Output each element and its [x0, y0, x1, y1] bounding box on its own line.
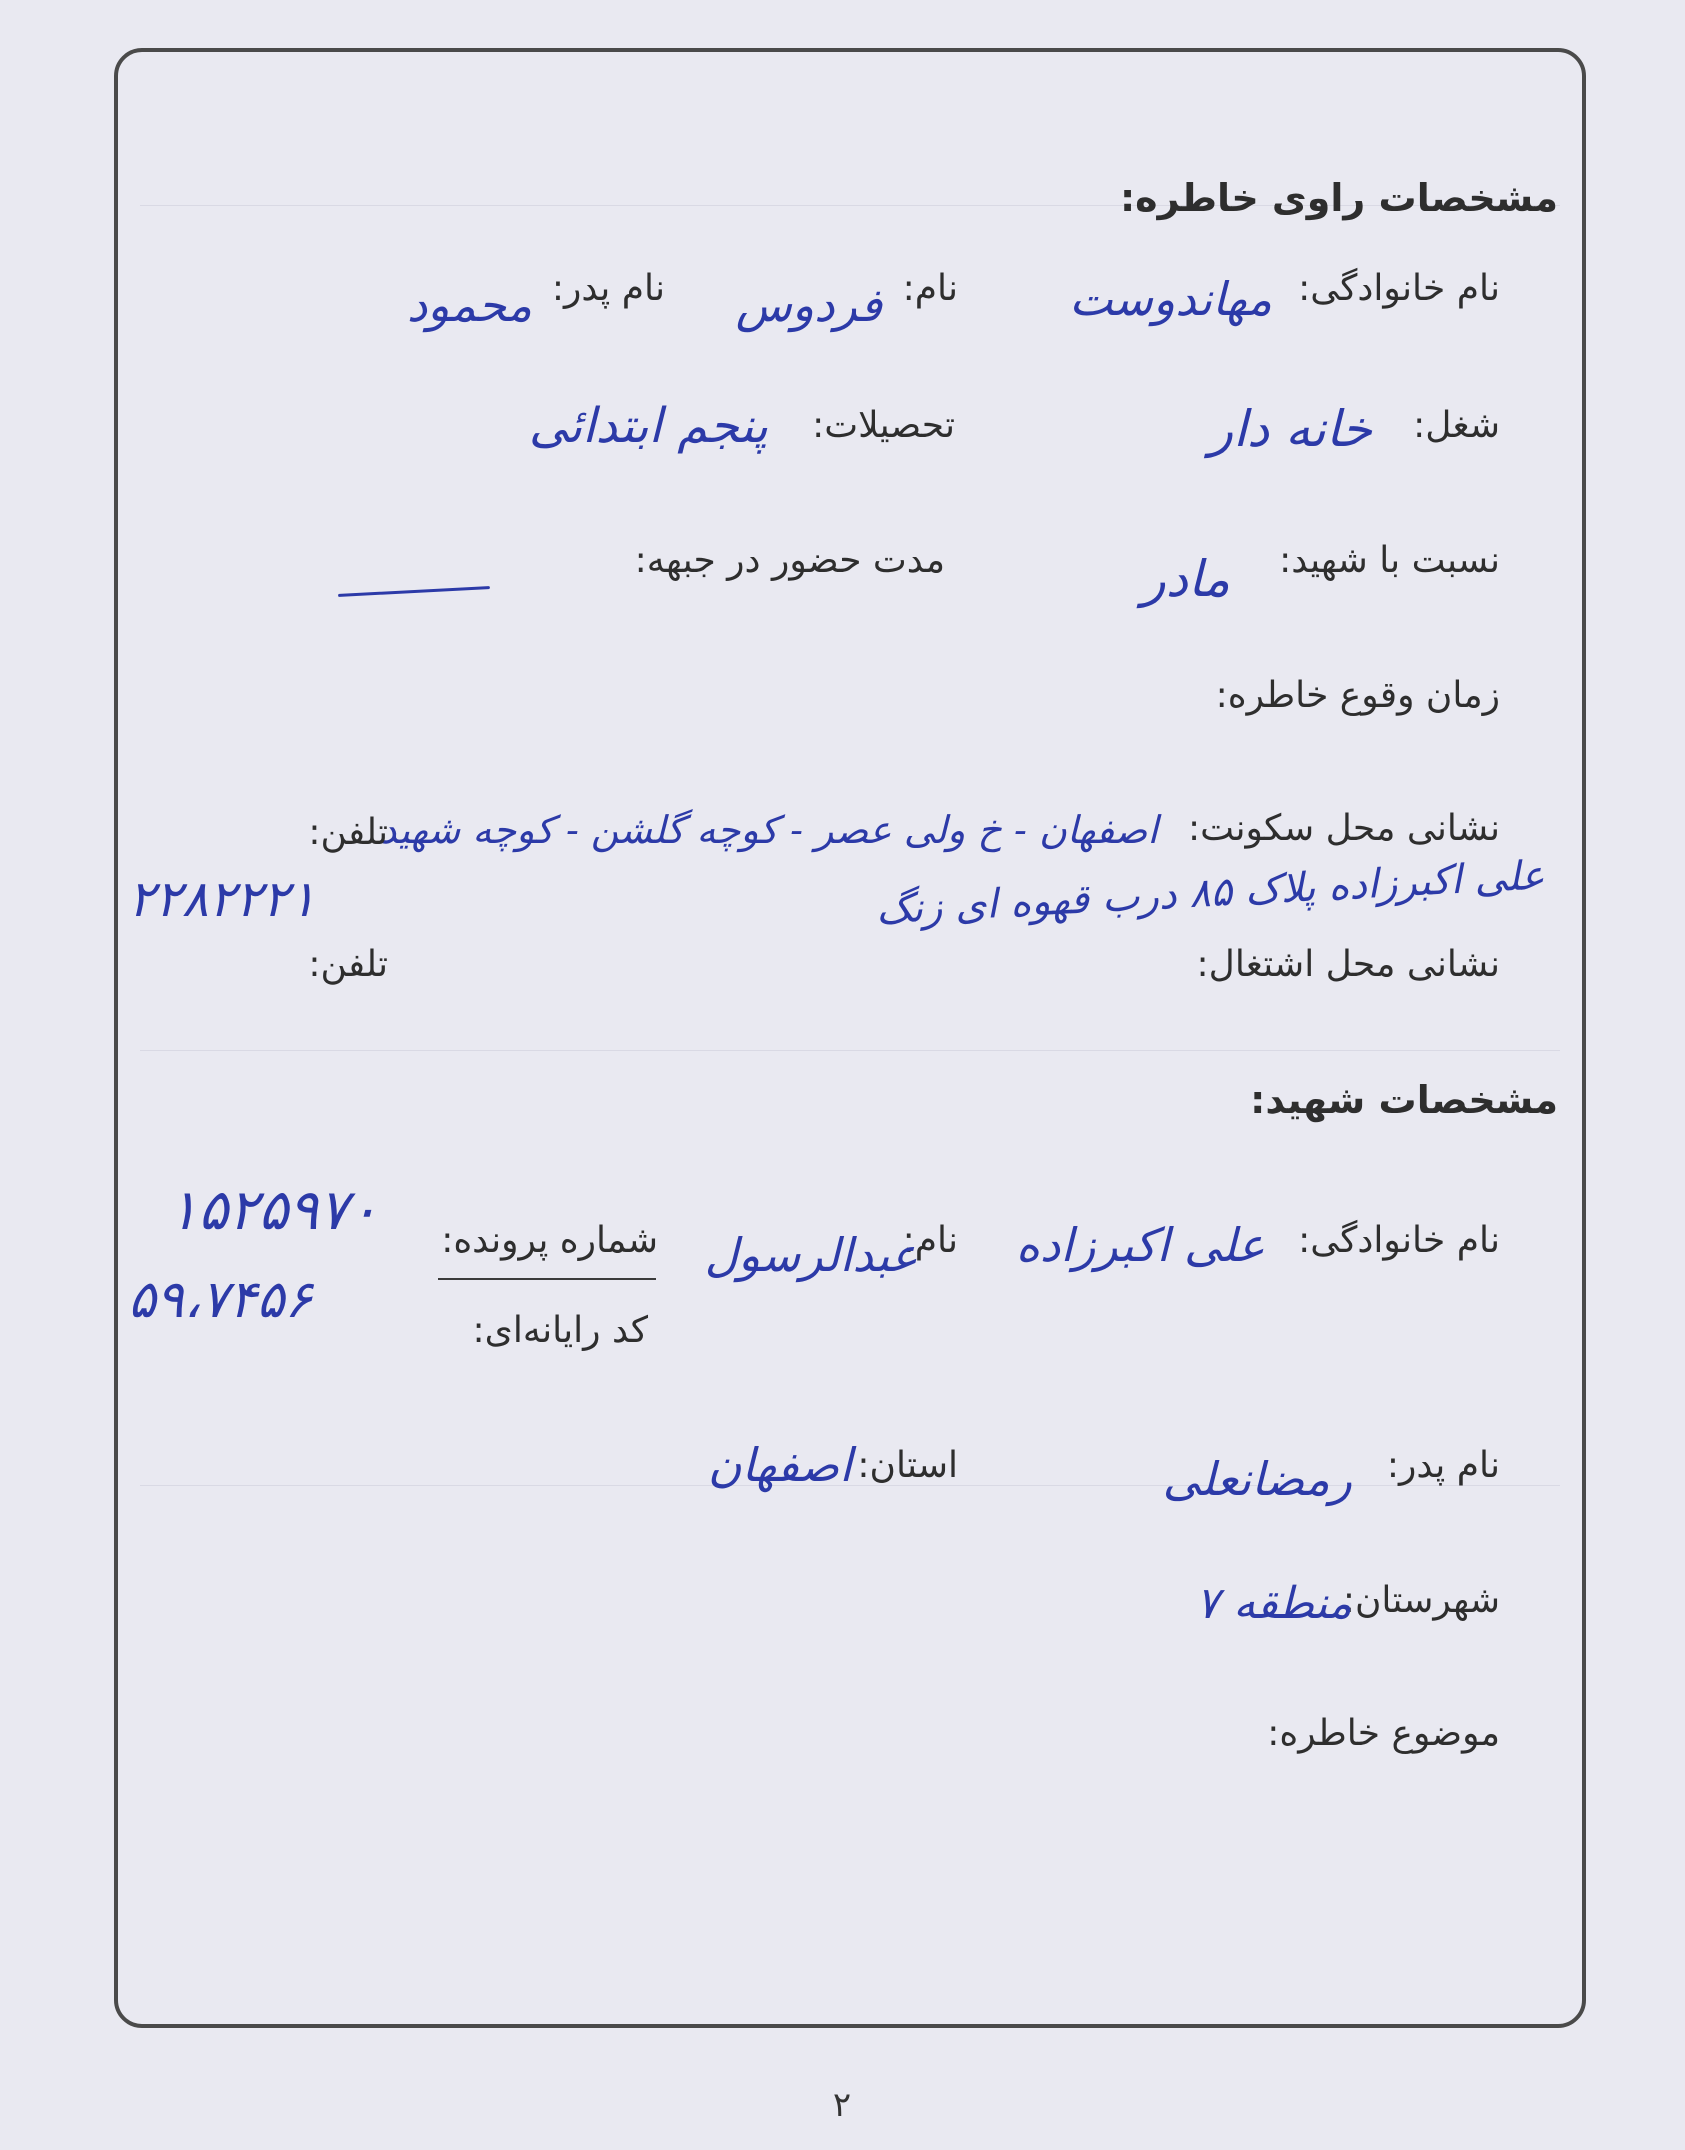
martyr-computer-code-label: کد رایانه‌ای: [472, 1310, 648, 1351]
martyr-subject-label: موضوع خاطره: [1267, 1713, 1500, 1754]
narrator-father-value: محمود [406, 278, 532, 332]
martyr-file-number-value: ۱۵۲۵۹۷۰ [168, 1178, 379, 1243]
martyr-city-value: منطقه ۷ [1195, 1578, 1352, 1629]
narrator-memory-time-label: زمان وقوع خاطره: [1215, 675, 1500, 716]
narrator-phone-label: تلفن: [308, 812, 388, 853]
martyr-first-name-label: نام: [902, 1220, 958, 1261]
martyr-file-number-label: شماره پرونده: [441, 1220, 658, 1261]
martyr-province-label: استان: [857, 1445, 958, 1486]
narrator-education-value: پنجم ابتدائی [528, 398, 768, 454]
narrator-address-label: نشانی محل سکونت: [1188, 808, 1500, 849]
narrator-phone-value: ۲۲۸۲۲۲۱ [128, 870, 316, 928]
martyr-computer-code-value: ۵۹،۷۴۵۶ [128, 1270, 313, 1330]
narrator-section-title: مشخصات راوی خاطره: [1119, 176, 1558, 220]
narrator-front-duration-label: مدت حضور در جبهه: [634, 540, 945, 581]
narrator-job-value: خانه دار [1208, 400, 1372, 458]
martyr-first-name-value: عبدالرسول [704, 1228, 918, 1282]
martyr-province-value: اصفهان [707, 1438, 852, 1492]
narrator-relation-value: مادر [1141, 550, 1230, 608]
narrator-last-name-label: نام خانوادگی: [1298, 268, 1500, 309]
martyr-father-value: رمضانعلی [1162, 1452, 1352, 1506]
ruled-line [140, 1050, 1560, 1051]
narrator-first-name-value: فردوس [735, 278, 882, 332]
narrator-work-phone-label: تلفن: [308, 944, 388, 985]
narrator-relation-label: نسبت با شهید: [1279, 540, 1500, 581]
page-number: ۲ [832, 2085, 852, 2125]
martyr-file-number-underline [438, 1278, 656, 1280]
narrator-last-name-value: مهاندوست [1069, 272, 1272, 326]
narrator-first-name-label: نام: [902, 268, 958, 309]
narrator-address-line2: علی اکبرزاده پلاک ۸۵ درب قهوه ای زنگ [874, 852, 1546, 934]
narrator-father-label: نام پدر: [551, 268, 665, 309]
martyr-last-name-label: نام خانوادگی: [1298, 1220, 1500, 1261]
narrator-work-address-label: نشانی محل اشتغال: [1196, 944, 1500, 985]
martyr-father-label: نام پدر: [1386, 1445, 1500, 1486]
martyr-last-name-value: علی اکبرزاده [1015, 1218, 1265, 1272]
martyr-section-title: مشخصات شهید: [1250, 1078, 1558, 1122]
martyr-city-label: شهرستان: [1342, 1580, 1500, 1621]
narrator-job-label: شغل: [1413, 405, 1500, 446]
narrator-address-line1: اصفهان - خ ولی عصر - کوچه گلشن - کوچه شهید [379, 808, 1158, 852]
narrator-education-label: تحصیلات: [812, 405, 955, 446]
